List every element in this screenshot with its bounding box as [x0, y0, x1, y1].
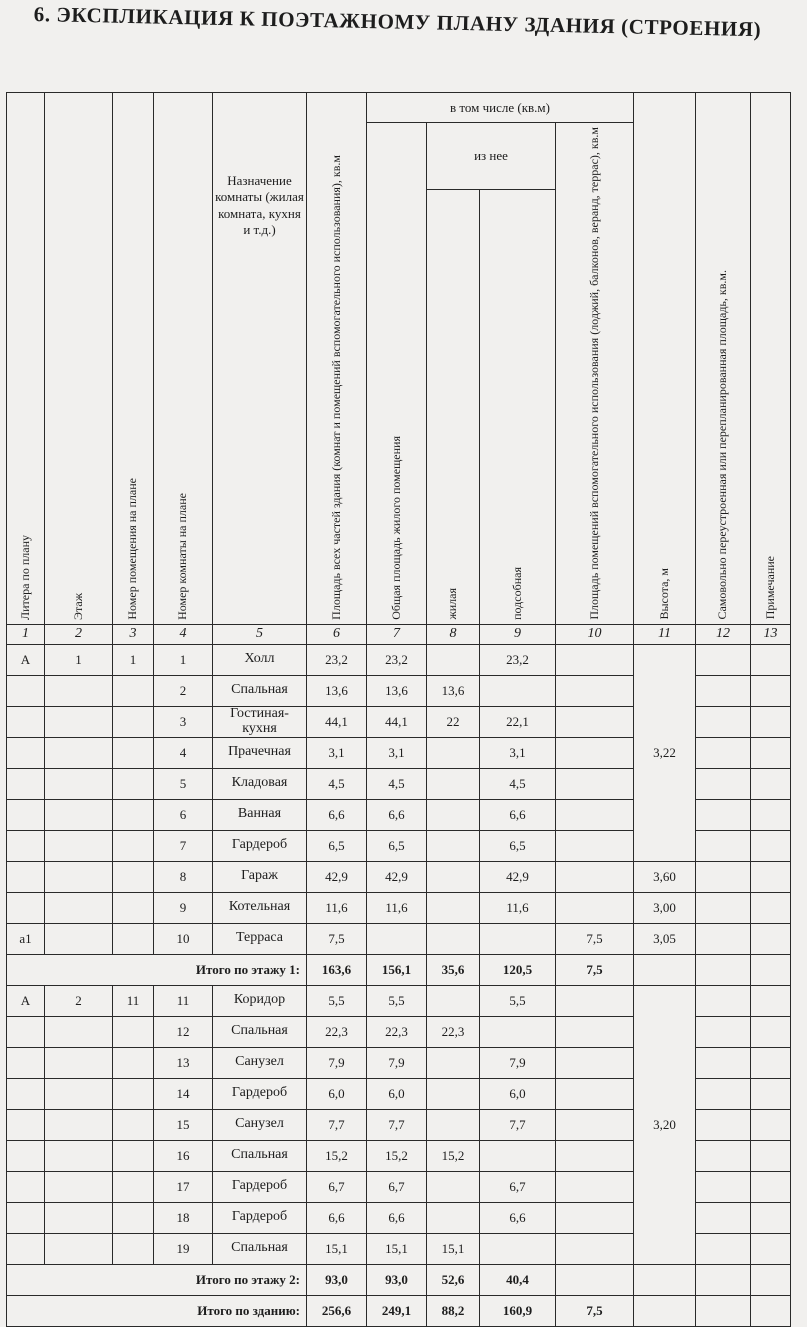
living-total-cell — [367, 923, 427, 954]
rebuilt-cell — [696, 675, 751, 706]
total-living-total-cell: 156,1 — [367, 954, 427, 985]
premise-cell — [113, 1078, 154, 1109]
area-cell: 6,7 — [307, 1171, 367, 1202]
litera-cell — [7, 861, 45, 892]
area-cell: 7,9 — [307, 1047, 367, 1078]
area-cell: 7,5 — [307, 923, 367, 954]
litera-cell — [7, 768, 45, 799]
living-total-cell: 6,0 — [367, 1078, 427, 1109]
rebuilt-cell — [696, 768, 751, 799]
litera-cell — [7, 1202, 45, 1233]
rebuilt-cell — [696, 644, 751, 675]
auxiliary-cell — [480, 1233, 556, 1264]
aux-use-cell — [556, 1109, 634, 1140]
header-of-which: из нее — [427, 123, 556, 190]
premise-cell — [113, 892, 154, 923]
auxiliary-cell: 6,0 — [480, 1078, 556, 1109]
header-living: жилая — [427, 189, 480, 624]
total-living-cell: 35,6 — [427, 954, 480, 985]
height-cell — [634, 954, 696, 985]
aux-use-cell — [556, 1140, 634, 1171]
total-label: Итого по этажу 1: — [7, 954, 307, 985]
area-cell: 6,5 — [307, 830, 367, 861]
room-name-cell: Спальная — [213, 1233, 307, 1264]
floor-cell — [45, 1078, 113, 1109]
col-num: 4 — [154, 624, 213, 644]
room-number-cell: 12 — [154, 1016, 213, 1047]
auxiliary-cell: 6,6 — [480, 1202, 556, 1233]
room-name-cell: Спальная — [213, 675, 307, 706]
room-number-cell: 19 — [154, 1233, 213, 1264]
room-name-cell: Спальная — [213, 1016, 307, 1047]
litera-cell: а1 — [7, 923, 45, 954]
area-cell: 22,3 — [307, 1016, 367, 1047]
room-name-cell: Ванная — [213, 799, 307, 830]
rebuilt-cell — [696, 799, 751, 830]
litera-cell — [7, 675, 45, 706]
total-area-cell: 93,0 — [307, 1264, 367, 1295]
area-cell: 5,5 — [307, 985, 367, 1016]
floor-cell — [45, 1171, 113, 1202]
litera-cell — [7, 1109, 45, 1140]
table-row — [7, 985, 791, 1016]
room-number-cell: 10 — [154, 923, 213, 954]
litera-cell: А — [7, 644, 45, 675]
header-purpose: Назначение комнаты (жилая комната, кухня и т.д.) — [213, 93, 307, 625]
living-total-cell: 7,7 — [367, 1109, 427, 1140]
rebuilt-cell — [696, 892, 751, 923]
height-cell: 3,05 — [634, 923, 696, 954]
premise-cell — [113, 830, 154, 861]
living-cell — [427, 861, 480, 892]
living-cell: 22 — [427, 706, 480, 737]
room-number-cell: 2 — [154, 675, 213, 706]
living-cell — [427, 923, 480, 954]
rebuilt-cell — [696, 1233, 751, 1264]
area-cell: 42,9 — [307, 861, 367, 892]
living-total-cell: 3,1 — [367, 737, 427, 768]
height-cell — [634, 1264, 696, 1295]
height-cell — [634, 1295, 696, 1326]
auxiliary-cell: 22,1 — [480, 706, 556, 737]
living-total-cell: 23,2 — [367, 644, 427, 675]
header-floor: Этаж — [45, 93, 113, 625]
living-cell: 15,2 — [427, 1140, 480, 1171]
rebuilt-cell — [696, 1202, 751, 1233]
room-number-cell: 15 — [154, 1109, 213, 1140]
living-cell: 22,3 — [427, 1016, 480, 1047]
room-number-cell: 7 — [154, 830, 213, 861]
area-cell: 4,5 — [307, 768, 367, 799]
note-cell — [751, 706, 791, 737]
aux-use-cell — [556, 985, 634, 1016]
aux-use-cell — [556, 861, 634, 892]
table-row — [7, 892, 791, 923]
table-row — [7, 861, 791, 892]
premise-cell — [113, 923, 154, 954]
premise-cell — [113, 706, 154, 737]
header-room-no: Номер комнаты на плане — [154, 93, 213, 625]
rebuilt-cell — [696, 1047, 751, 1078]
room-number-cell: 3 — [154, 706, 213, 737]
living-total-cell: 15,2 — [367, 1140, 427, 1171]
living-cell — [427, 1171, 480, 1202]
living-total-cell: 6,6 — [367, 799, 427, 830]
note-cell — [751, 644, 791, 675]
aux-use-cell — [556, 644, 634, 675]
col-num: 3 — [113, 624, 154, 644]
aux-use-cell — [556, 799, 634, 830]
note-cell — [751, 1171, 791, 1202]
living-cell — [427, 892, 480, 923]
area-cell: 13,6 — [307, 675, 367, 706]
total-auxiliary-cell: 40,4 — [480, 1264, 556, 1295]
total-area-cell: 256,6 — [307, 1295, 367, 1326]
note-cell — [751, 985, 791, 1016]
room-name-cell: Котельная — [213, 892, 307, 923]
living-cell: 15,1 — [427, 1233, 480, 1264]
room-number-cell: 14 — [154, 1078, 213, 1109]
rebuilt-cell — [696, 1109, 751, 1140]
total-living-cell: 52,6 — [427, 1264, 480, 1295]
note-cell — [751, 768, 791, 799]
room-name-cell: Спальная — [213, 1140, 307, 1171]
rebuilt-cell — [696, 1171, 751, 1202]
total-row — [7, 1264, 791, 1295]
auxiliary-cell — [480, 1016, 556, 1047]
living-total-cell: 6,7 — [367, 1171, 427, 1202]
room-number-cell: 1 — [154, 644, 213, 675]
premise-cell — [113, 1140, 154, 1171]
premise-cell — [113, 1109, 154, 1140]
note-cell — [751, 1202, 791, 1233]
rebuilt-cell — [696, 737, 751, 768]
floor-cell — [45, 1016, 113, 1047]
premise-cell — [113, 1016, 154, 1047]
floor-cell — [45, 1202, 113, 1233]
col-num: 9 — [480, 624, 556, 644]
height-cell: 3,22 — [634, 644, 696, 861]
living-cell — [427, 1109, 480, 1140]
total-row — [7, 1295, 791, 1326]
litera-cell — [7, 1171, 45, 1202]
col-num: 12 — [696, 624, 751, 644]
premise-cell — [113, 799, 154, 830]
area-cell: 6,6 — [307, 1202, 367, 1233]
floor-cell — [45, 799, 113, 830]
header-height: Высота, м — [634, 93, 696, 625]
aux-use-cell — [556, 892, 634, 923]
auxiliary-cell: 6,5 — [480, 830, 556, 861]
note-cell — [751, 1078, 791, 1109]
aux-use-cell — [556, 768, 634, 799]
note-cell — [751, 892, 791, 923]
note-cell — [751, 1047, 791, 1078]
total-area-cell: 163,6 — [307, 954, 367, 985]
header-aux-use: Площадь помещений вспомогательного использования (лоджий, балконов, веранд, террас), кв.м — [556, 123, 634, 625]
litera-cell: А — [7, 985, 45, 1016]
rebuilt-cell — [696, 1016, 751, 1047]
table-row — [7, 644, 791, 675]
premise-cell: 11 — [113, 985, 154, 1016]
note-cell — [751, 799, 791, 830]
auxiliary-cell: 11,6 — [480, 892, 556, 923]
col-num: 7 — [367, 624, 427, 644]
area-cell: 7,7 — [307, 1109, 367, 1140]
premise-cell — [113, 1233, 154, 1264]
total-living-cell: 88,2 — [427, 1295, 480, 1326]
header-auxiliary: подсобная — [480, 189, 556, 624]
col-num: 1 — [7, 624, 45, 644]
room-name-cell: Гардероб — [213, 830, 307, 861]
premise-cell — [113, 737, 154, 768]
note-cell — [751, 737, 791, 768]
living-total-cell: 11,6 — [367, 892, 427, 923]
room-number-cell: 5 — [154, 768, 213, 799]
header-total-area: Площадь всех частей здания (комнат и помещений вспомогательного использования), кв.м — [307, 93, 367, 625]
auxiliary-cell: 6,7 — [480, 1171, 556, 1202]
rebuilt-cell — [696, 985, 751, 1016]
room-name-cell: Гостиная-кухня — [213, 706, 307, 737]
litera-cell — [7, 1016, 45, 1047]
aux-use-cell — [556, 675, 634, 706]
area-cell: 6,0 — [307, 1078, 367, 1109]
aux-use-cell — [556, 737, 634, 768]
col-num: 10 — [556, 624, 634, 644]
living-cell — [427, 1078, 480, 1109]
auxiliary-cell: 7,9 — [480, 1047, 556, 1078]
col-num: 5 — [213, 624, 307, 644]
auxiliary-cell: 23,2 — [480, 644, 556, 675]
room-number-cell: 16 — [154, 1140, 213, 1171]
room-name-cell: Коридор — [213, 985, 307, 1016]
total-label: Итого по этажу 2: — [7, 1264, 307, 1295]
header-note: Примечание — [751, 93, 791, 625]
total-aux-use-cell — [556, 1264, 634, 1295]
floor-cell — [45, 1233, 113, 1264]
area-cell: 6,6 — [307, 799, 367, 830]
col-num: 8 — [427, 624, 480, 644]
column-number-row — [7, 624, 791, 644]
aux-use-cell — [556, 706, 634, 737]
room-name-cell: Холл — [213, 644, 307, 675]
explication-table — [6, 92, 791, 1327]
total-aux-use-cell: 7,5 — [556, 954, 634, 985]
total-auxiliary-cell: 120,5 — [480, 954, 556, 985]
floor-cell — [45, 706, 113, 737]
aux-use-cell — [556, 1016, 634, 1047]
col-num: 2 — [45, 624, 113, 644]
total-row — [7, 954, 791, 985]
note-cell — [751, 1016, 791, 1047]
rebuilt-cell — [696, 706, 751, 737]
living-total-cell: 5,5 — [367, 985, 427, 1016]
litera-cell — [7, 830, 45, 861]
living-total-cell: 42,9 — [367, 861, 427, 892]
room-name-cell: Гардероб — [213, 1171, 307, 1202]
auxiliary-cell — [480, 923, 556, 954]
auxiliary-cell: 4,5 — [480, 768, 556, 799]
rebuilt-cell — [696, 1078, 751, 1109]
note-cell — [751, 954, 791, 985]
room-name-cell: Санузел — [213, 1109, 307, 1140]
auxiliary-cell: 3,1 — [480, 737, 556, 768]
room-name-cell: Гардероб — [213, 1202, 307, 1233]
room-number-cell: 8 — [154, 861, 213, 892]
area-cell: 15,2 — [307, 1140, 367, 1171]
room-number-cell: 13 — [154, 1047, 213, 1078]
note-cell — [751, 1295, 791, 1326]
header-premise-no: Номер помещения на плане — [113, 93, 154, 625]
room-name-cell: Гардероб — [213, 1078, 307, 1109]
rebuilt-cell — [696, 1264, 751, 1295]
header-rebuilt: Самовольно переустроенная или перепланированная площадь, кв.м. — [696, 93, 751, 625]
col-num: 13 — [751, 624, 791, 644]
living-cell — [427, 799, 480, 830]
note-cell — [751, 1109, 791, 1140]
aux-use-cell: 7,5 — [556, 923, 634, 954]
header-living-total: Общая площадь жилого помещения — [367, 123, 427, 625]
area-cell: 44,1 — [307, 706, 367, 737]
floor-cell — [45, 768, 113, 799]
living-cell: 13,6 — [427, 675, 480, 706]
premise-cell: 1 — [113, 644, 154, 675]
aux-use-cell — [556, 1202, 634, 1233]
area-cell: 11,6 — [307, 892, 367, 923]
area-cell: 3,1 — [307, 737, 367, 768]
height-cell: 3,00 — [634, 892, 696, 923]
auxiliary-cell: 42,9 — [480, 861, 556, 892]
aux-use-cell — [556, 1171, 634, 1202]
aux-use-cell — [556, 1078, 634, 1109]
living-cell — [427, 644, 480, 675]
note-cell — [751, 830, 791, 861]
rebuilt-cell — [696, 861, 751, 892]
premise-cell — [113, 861, 154, 892]
note-cell — [751, 861, 791, 892]
living-cell — [427, 1202, 480, 1233]
room-number-cell: 17 — [154, 1171, 213, 1202]
header-incl: в том числе (кв.м) — [367, 93, 634, 123]
living-total-cell: 6,5 — [367, 830, 427, 861]
rebuilt-cell — [696, 923, 751, 954]
room-name-cell: Санузел — [213, 1047, 307, 1078]
litera-cell — [7, 1140, 45, 1171]
floor-cell — [45, 1109, 113, 1140]
room-number-cell: 4 — [154, 737, 213, 768]
floor-cell — [45, 1047, 113, 1078]
living-cell — [427, 830, 480, 861]
room-number-cell: 9 — [154, 892, 213, 923]
living-cell — [427, 1047, 480, 1078]
note-cell — [751, 1233, 791, 1264]
table-row — [7, 923, 791, 954]
living-cell — [427, 768, 480, 799]
auxiliary-cell: 5,5 — [480, 985, 556, 1016]
rebuilt-cell — [696, 954, 751, 985]
living-total-cell: 6,6 — [367, 1202, 427, 1233]
floor-cell — [45, 923, 113, 954]
note-cell — [751, 675, 791, 706]
room-name-cell: Кладовая — [213, 768, 307, 799]
premise-cell — [113, 768, 154, 799]
floor-cell: 2 — [45, 985, 113, 1016]
room-number-cell: 6 — [154, 799, 213, 830]
height-cell: 3,60 — [634, 861, 696, 892]
area-cell: 23,2 — [307, 644, 367, 675]
room-name-cell: Терраса — [213, 923, 307, 954]
litera-cell — [7, 1047, 45, 1078]
room-number-cell: 18 — [154, 1202, 213, 1233]
premise-cell — [113, 1202, 154, 1233]
litera-cell — [7, 1233, 45, 1264]
rebuilt-cell — [696, 830, 751, 861]
aux-use-cell — [556, 830, 634, 861]
total-auxiliary-cell: 160,9 — [480, 1295, 556, 1326]
floor-cell — [45, 861, 113, 892]
living-total-cell: 13,6 — [367, 675, 427, 706]
total-aux-use-cell: 7,5 — [556, 1295, 634, 1326]
col-num: 6 — [307, 624, 367, 644]
auxiliary-cell — [480, 675, 556, 706]
living-total-cell: 15,1 — [367, 1233, 427, 1264]
room-name-cell: Гараж — [213, 861, 307, 892]
col-num: 11 — [634, 624, 696, 644]
aux-use-cell — [556, 1233, 634, 1264]
premise-cell — [113, 1171, 154, 1202]
auxiliary-cell: 6,6 — [480, 799, 556, 830]
height-cell: 3,20 — [634, 985, 696, 1264]
living-cell — [427, 737, 480, 768]
litera-cell — [7, 706, 45, 737]
room-number-cell: 11 — [154, 985, 213, 1016]
floor-cell — [45, 1140, 113, 1171]
litera-cell — [7, 799, 45, 830]
living-total-cell: 4,5 — [367, 768, 427, 799]
floor-cell — [45, 675, 113, 706]
rebuilt-cell — [696, 1140, 751, 1171]
litera-cell — [7, 737, 45, 768]
auxiliary-cell — [480, 1140, 556, 1171]
litera-cell — [7, 892, 45, 923]
premise-cell — [113, 675, 154, 706]
area-cell: 15,1 — [307, 1233, 367, 1264]
total-living-total-cell: 249,1 — [367, 1295, 427, 1326]
note-cell — [751, 1140, 791, 1171]
litera-cell — [7, 1078, 45, 1109]
floor-cell: 1 — [45, 644, 113, 675]
rebuilt-cell — [696, 1295, 751, 1326]
premise-cell — [113, 1047, 154, 1078]
page-title: 6. ЭКСПЛИКАЦИЯ К ПОЭТАЖНОМУ ПЛАНУ ЗДАНИЯ (СТРОЕНИЯ) — [33, 2, 762, 42]
living-total-cell: 7,9 — [367, 1047, 427, 1078]
total-label: Итого по зданию: — [7, 1295, 307, 1326]
floor-cell — [45, 830, 113, 861]
living-cell — [427, 985, 480, 1016]
floor-cell — [45, 737, 113, 768]
aux-use-cell — [556, 1047, 634, 1078]
note-cell — [751, 923, 791, 954]
room-name-cell: Прачечная — [213, 737, 307, 768]
header-litera: Литера по плану — [7, 93, 45, 625]
living-total-cell: 44,1 — [367, 706, 427, 737]
note-cell — [751, 1264, 791, 1295]
auxiliary-cell: 7,7 — [480, 1109, 556, 1140]
floor-cell — [45, 892, 113, 923]
total-living-total-cell: 93,0 — [367, 1264, 427, 1295]
living-total-cell: 22,3 — [367, 1016, 427, 1047]
